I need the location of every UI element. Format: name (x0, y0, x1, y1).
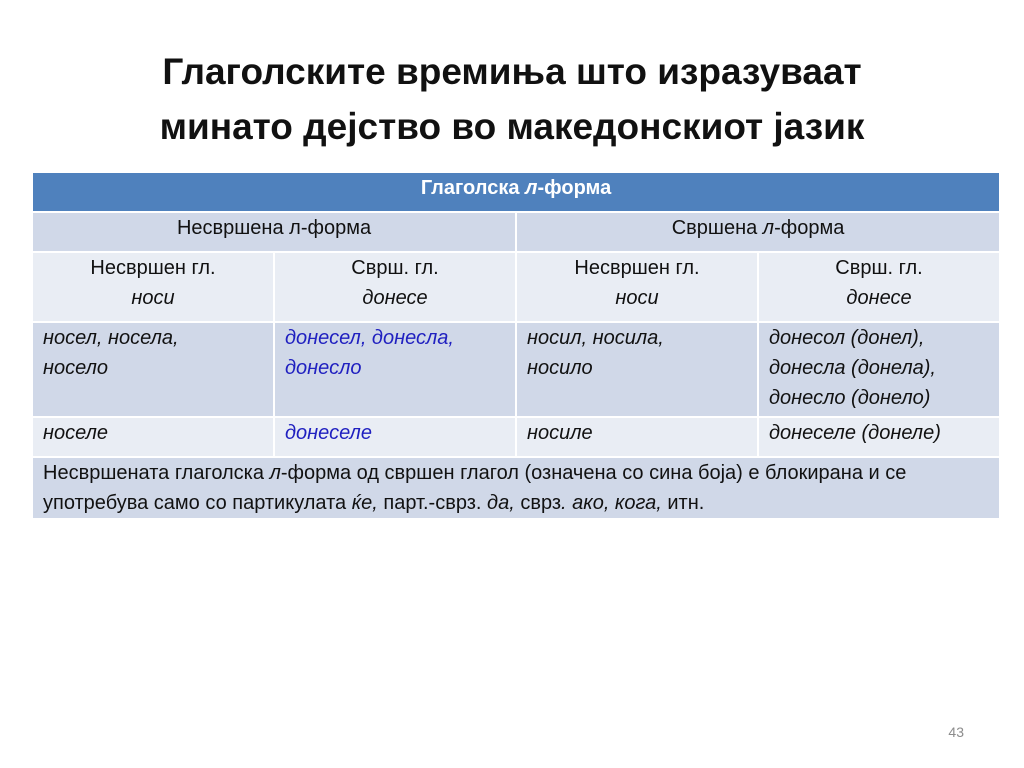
verb-type-row (32, 252, 1000, 322)
plural-forms-row (32, 417, 1000, 457)
slide-number: 43 (948, 724, 964, 740)
table-header-row (32, 172, 1000, 212)
verb-type-cell: Несвршен гл. носи (32, 252, 274, 322)
l-form-table (31, 171, 1001, 520)
plural-form-cell: носеле (32, 417, 274, 457)
group-cell-perfective-l-form: Свршена л-форма (516, 212, 1000, 252)
slide-title-line-2: минато дејство во македонскиот јазик (159, 106, 865, 147)
slide-title-line-1: Глаголските времиња што изразуваат (162, 51, 862, 92)
plural-form-cell: носиле (516, 417, 758, 457)
form-cell: носел, носела, носело (32, 322, 274, 417)
form-cell: донесол (донел), донесла (донела), донесло (донело) (758, 322, 1000, 417)
slide-title (60, 44, 964, 154)
group-cell-imperfective-l-form: Несвршена л-форма (32, 212, 516, 252)
form-cell: носил, носила, носило (516, 322, 758, 417)
singular-forms-row (32, 322, 1000, 417)
header-cell-l-form: Глаголска л-форма (32, 172, 1000, 212)
aspect-group-row (32, 212, 1000, 252)
plural-form-cell: донеселе (донеле) (758, 417, 1000, 457)
verb-type-cell: Несвршен гл. носи (516, 252, 758, 322)
note-cell: Несвршената глаголска л-форма од свршен глагол (означена со сина боја) е блокирана и се употребува само со партикулата ќе, парт.-сврз. да, сврз. ако, кога, итн. (32, 457, 1000, 519)
form-cell-blocked: донесел, донесла, донесло (274, 322, 516, 417)
note-row (32, 457, 1000, 519)
verb-type-cell: Сврш. гл. донесе (274, 252, 516, 322)
verb-type-cell: Сврш. гл. донесе (758, 252, 1000, 322)
plural-form-cell-blocked: донеселе (274, 417, 516, 457)
